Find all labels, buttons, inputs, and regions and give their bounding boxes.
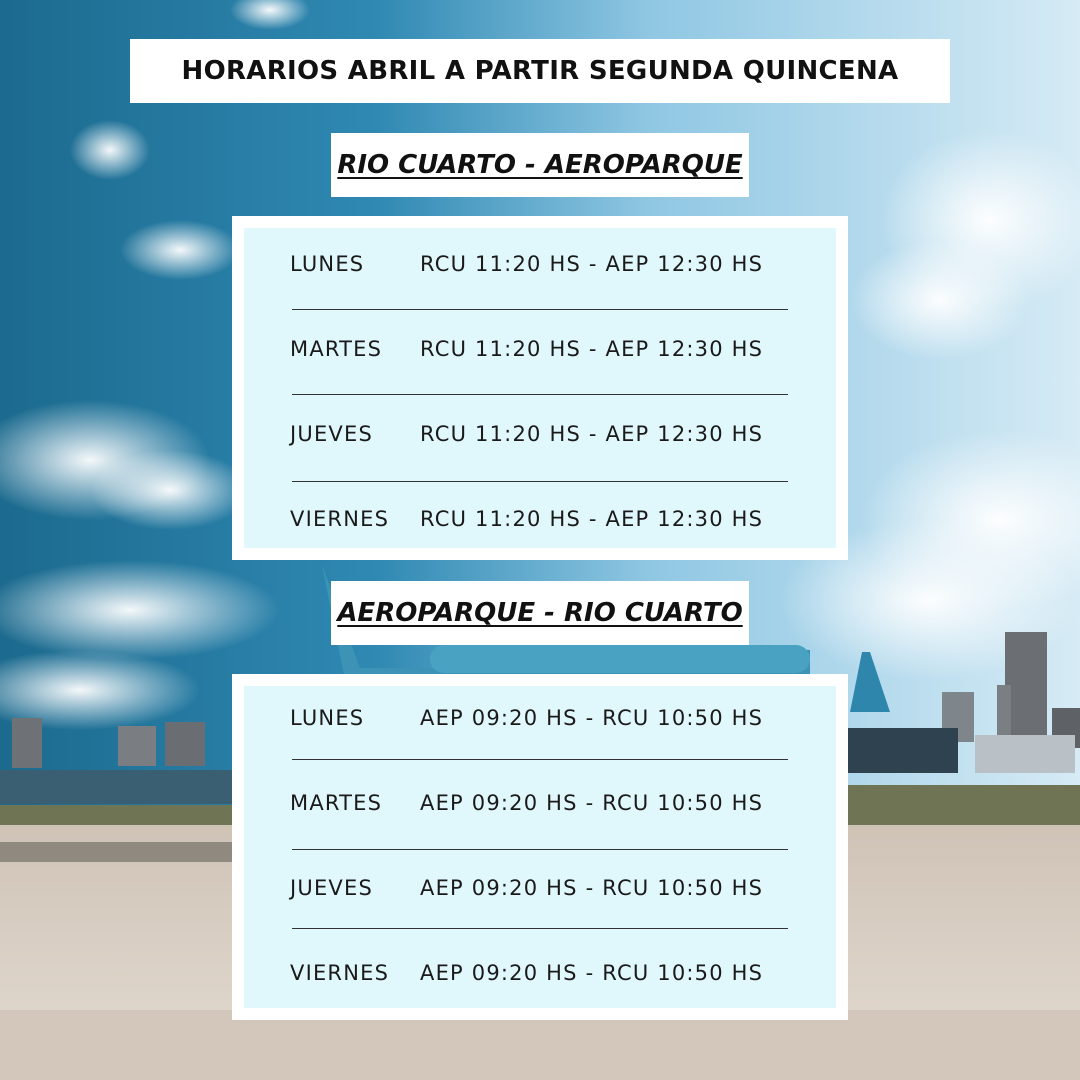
schedule-row — [290, 868, 836, 908]
route-header-return — [331, 581, 749, 645]
flight-times: AEP 09:20 HS - RCU 10:50 HS — [420, 876, 764, 900]
flight-times: AEP 09:20 HS - RCU 10:50 HS — [420, 706, 764, 730]
day-label: VIERNES — [290, 961, 390, 985]
route-header-outbound — [331, 133, 749, 197]
flight-times: AEP 09:20 HS - RCU 10:50 HS — [420, 791, 764, 815]
schedule-card-outbound — [232, 216, 848, 560]
page-title: HORARIOS ABRIL A PARTIR SEGUNDA QUINCENA — [181, 56, 899, 86]
schedule-row — [290, 499, 836, 539]
row-divider — [292, 309, 788, 310]
flight-times: RCU 11:20 HS - AEP 12:30 HS — [420, 507, 764, 531]
schedule-card-return — [232, 674, 848, 1020]
schedule-list-return — [244, 686, 836, 1008]
schedule-list-outbound — [244, 228, 836, 548]
day-label: LUNES — [290, 252, 365, 276]
flight-times: RCU 11:20 HS - AEP 12:30 HS — [420, 252, 764, 276]
schedule-row — [290, 953, 836, 993]
day-label: MARTES — [290, 791, 383, 815]
row-divider — [292, 849, 788, 850]
day-label: JUEVES — [290, 876, 373, 900]
route-label-outbound: RIO CUARTO - AEROPARQUE — [337, 150, 743, 180]
row-divider — [292, 928, 788, 929]
flight-times: RCU 11:20 HS - AEP 12:30 HS — [420, 337, 764, 361]
row-divider — [292, 394, 788, 395]
day-label: VIERNES — [290, 507, 390, 531]
day-label: MARTES — [290, 337, 383, 361]
schedule-row — [290, 698, 836, 738]
title-banner — [130, 39, 950, 103]
flight-times: AEP 09:20 HS - RCU 10:50 HS — [420, 961, 764, 985]
schedule-row — [290, 414, 836, 454]
flight-times: RCU 11:20 HS - AEP 12:30 HS — [420, 422, 764, 446]
row-divider — [292, 481, 788, 482]
schedule-row — [290, 329, 836, 369]
row-divider — [292, 759, 788, 760]
schedule-row — [290, 244, 836, 284]
schedule-row — [290, 783, 836, 823]
day-label: LUNES — [290, 706, 365, 730]
route-label-return: AEROPARQUE - RIO CUARTO — [337, 598, 743, 628]
day-label: JUEVES — [290, 422, 373, 446]
